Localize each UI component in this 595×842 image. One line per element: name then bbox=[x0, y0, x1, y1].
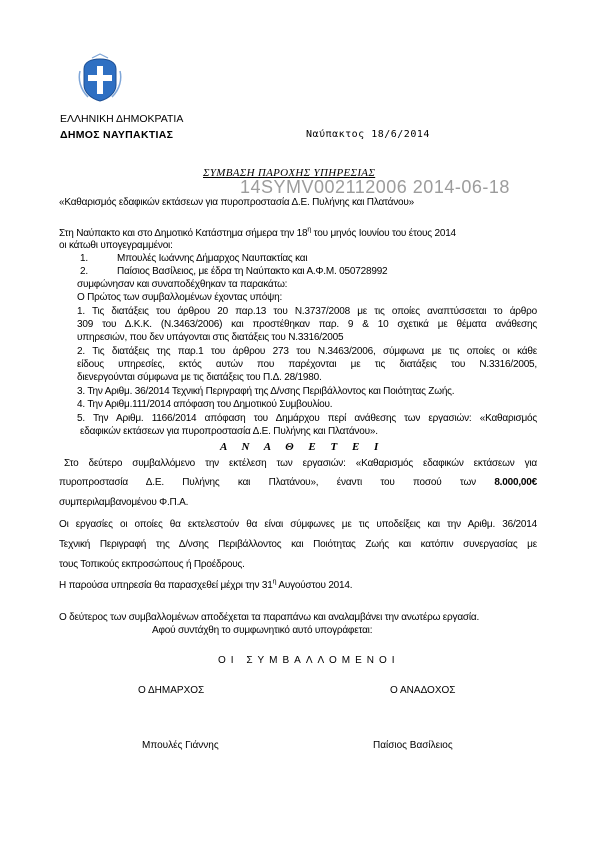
signing-line: Αφού συντάχθη το συμφωνητικό αυτό υπογράφεται: bbox=[152, 625, 373, 636]
acceptance-line: Ο δεύτερος των συμβαλλομένων αποδέχεται τα παραπάνω και αναλαμβάνει την ανωτέρω εργασία. bbox=[59, 612, 480, 623]
intro-line-1: Στη Ναύπακτο και στο Δημοτικό Κατάστημα σήμερα την $18^\eta$ του μηνός Ιουνίου του έτους 2014 bbox=[59, 226, 456, 239]
republic-label: ΕΛΛΗΝΙΚΗ ΔΗΜΟΚΡΑΤΙΑ bbox=[60, 113, 184, 125]
party-2-number: 2. bbox=[80, 266, 88, 277]
works-line-3: τους Τοπικούς εκπροσώπους ή Προέδρους. bbox=[59, 559, 245, 570]
consideration-2-line-3: διενεργούνται σύμφωνα με τις διατάξεις του Π.Δ. 28/1980. bbox=[77, 372, 322, 383]
party-1-number: 1. bbox=[80, 253, 88, 264]
consideration-2-line-1: 2. Τις διατάξεις της παρ.1 του άρθρου 273 του Ν.3463/2006, σύμφωνα με τις οποίες οι κάθε bbox=[77, 346, 537, 357]
assignment-line-1: Στο δεύτερο συμβαλλόμενο την εκτέλεση των εργασιών: «Καθαρισμός εδαφικών εκτάσεων για bbox=[64, 458, 537, 469]
assignment-line-2: πυροπροστασία Δ.Ε. Πυλήνης και Πλατάνου», έναντι του ποσού των 8.000,00€ bbox=[59, 477, 537, 488]
document-title: ΣΥΜΒΑΣΗ ΠΑΡΟΧΗΣ ΥΠΗΡΕΣΙΑΣ bbox=[203, 167, 376, 179]
assignment-line-3: συμπεριλαμβανομένου Φ.Π.Α. bbox=[59, 497, 189, 508]
greek-coat-of-arms-icon bbox=[78, 53, 122, 103]
first-party-line: Ο Πρώτος των συμβαλλομένων έχοντας υπόψη: bbox=[77, 292, 283, 303]
agreed-line: συμφώνησαν και συναποδέχθηκαν τα παρακάτω: bbox=[77, 279, 288, 290]
completion-line: Η παρούσα υπηρεσία θα παρασχεθεί μέχρι την $31^\eta$ Αυγούστου 2014. bbox=[59, 578, 353, 591]
contract-amount: 8.000,00€ bbox=[494, 477, 537, 488]
contractor-name: Παίσιος Βασίλειος bbox=[373, 740, 453, 751]
place-date: Ναύπακτος 18/6/2014 bbox=[306, 129, 430, 140]
municipality-label: ΔΗΜΟΣ ΝΑΥΠΑΚΤΙΑΣ bbox=[60, 129, 174, 141]
consideration-5-line-2: εδαφικών εκτάσεων για πυροπροστασία Δ.Ε. Πυλήνης και Πλατάνου». bbox=[80, 426, 378, 437]
consideration-4: 4. Την Αριθμ.111/2014 απόφαση του Δημοτικού Συμβουλίου. bbox=[77, 399, 333, 410]
consideration-2-line-2: είδους υπηρεσίες, εκτός αυτών που παρέχονται με τις διατάξεις του Ν.3316/2005, bbox=[77, 359, 537, 370]
contracting-parties-heading: ΟΙ ΣΥΜΒΑΛΛΟΜΕΝΟΙ bbox=[218, 655, 400, 666]
contractor-role: Ο ΑΝΑΔΟΧΟΣ bbox=[390, 685, 456, 696]
subject-line: «Καθαρισμός εδαφικών εκτάσεων για πυροπροστασία Δ.Ε. Πυλήνης και Πλατάνου» bbox=[59, 197, 415, 208]
mayor-role: Ο ΔΗΜΑΡΧΟΣ bbox=[138, 685, 205, 696]
consideration-1-line-2: 309 του Δ.Κ.Κ. (Ν.3463/2006) και προστέθηκαν παρ. 9 & 10 σχετικά με θέματα ανάθεσης bbox=[77, 319, 537, 330]
consideration-3: 3. Την Αριθμ. 36/2014 Τεχνική Περιγραφή της Δ/νσης Περιβάλλοντος και Ποιότητας Ζωής. bbox=[77, 386, 455, 397]
party-1-text: Μπουλές Ιωάννης Δήμαρχος Ναυπακτίας και bbox=[117, 253, 308, 264]
assigns-heading: Α Ν Α Θ Ε Τ Ε Ι bbox=[220, 441, 385, 453]
works-line-1: Οι εργασίες οι οποίες θα εκτελεστούν θα είναι σύμφωνες με τις υποδείξεις και την Αριθμ. 36/2014 bbox=[59, 519, 537, 530]
registry-stamp: 14SYMV002112006 2014-06-18 bbox=[240, 177, 510, 197]
consideration-5-line-1: 5. Την Αριθμ. 1166/2014 απόφαση του Δημάρχου περί ανάθεσης των εργασιών: «Καθαρισμός bbox=[77, 413, 537, 424]
intro-line-2: οι κάτωθι υπογεγραμμένοι: bbox=[59, 240, 173, 251]
consideration-1-line-3: υπηρεσιών, που δεν υπάγονται στις διατάξεις του Ν.3316/2005 bbox=[77, 332, 344, 343]
mayor-name: Μπουλές Γιάννης bbox=[142, 740, 219, 751]
works-line-2: Τεχνική Περιγραφή της Δ/νσης Περιβάλλοντος και Ποιότητας Ζωής και κατόπιν συνεργασίας με bbox=[59, 539, 537, 550]
consideration-1-line-1: 1. Τις διατάξεις του άρθρου 20 παρ.13 του Ν.3737/2008 με τις οποίες αναπτύσσεται το άρθρο bbox=[77, 306, 537, 317]
party-2-text: Παίσιος Βασίλειος, με έδρα τη Ναύπακτο και Α.Φ.Μ. 050728992 bbox=[117, 266, 388, 277]
